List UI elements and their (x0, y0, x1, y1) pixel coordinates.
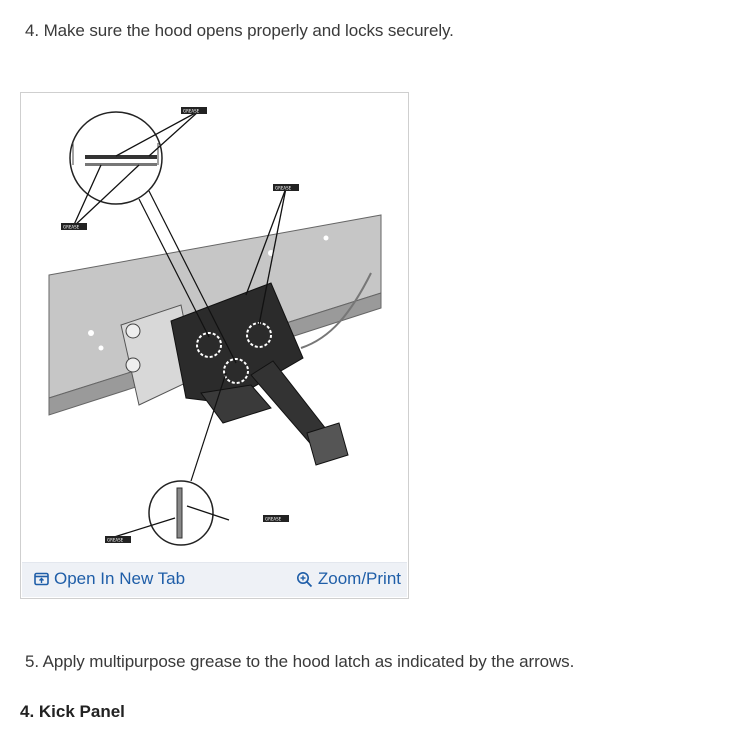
open-in-new-tab-label: Open In New Tab (54, 569, 186, 588)
open-in-new-tab-link[interactable] (34, 569, 185, 589)
grease-tag-2 (61, 223, 87, 230)
hood-latch-figure (20, 92, 409, 599)
grease-tag-4 (263, 515, 289, 522)
zoom-print-label: Zoom/Print (317, 569, 401, 588)
figure-toolbar (22, 562, 407, 597)
grease-tag-5 (105, 536, 131, 543)
svg-text:GREASE: GREASE (63, 224, 80, 230)
svg-text:GREASE: GREASE (107, 537, 124, 543)
external-tab-icon (34, 572, 49, 586)
step-4-text: 4. Make sure the hood opens properly and locks securely. (25, 21, 454, 40)
hood-latch-illustration (21, 93, 408, 563)
zoom-icon (296, 571, 313, 588)
svg-text:GREASE: GREASE (183, 108, 200, 114)
svg-text:GREASE: GREASE (275, 185, 292, 191)
svg-text:GREASE: GREASE (265, 516, 282, 522)
grease-tag-3 (273, 184, 299, 191)
section-heading: 4. Kick Panel (20, 702, 125, 721)
zoom-print-link[interactable] (296, 569, 401, 589)
grease-tag-1 (181, 107, 207, 114)
step-5-text: 5. Apply multipurpose grease to the hood latch as indicated by the arrows. (25, 652, 575, 671)
